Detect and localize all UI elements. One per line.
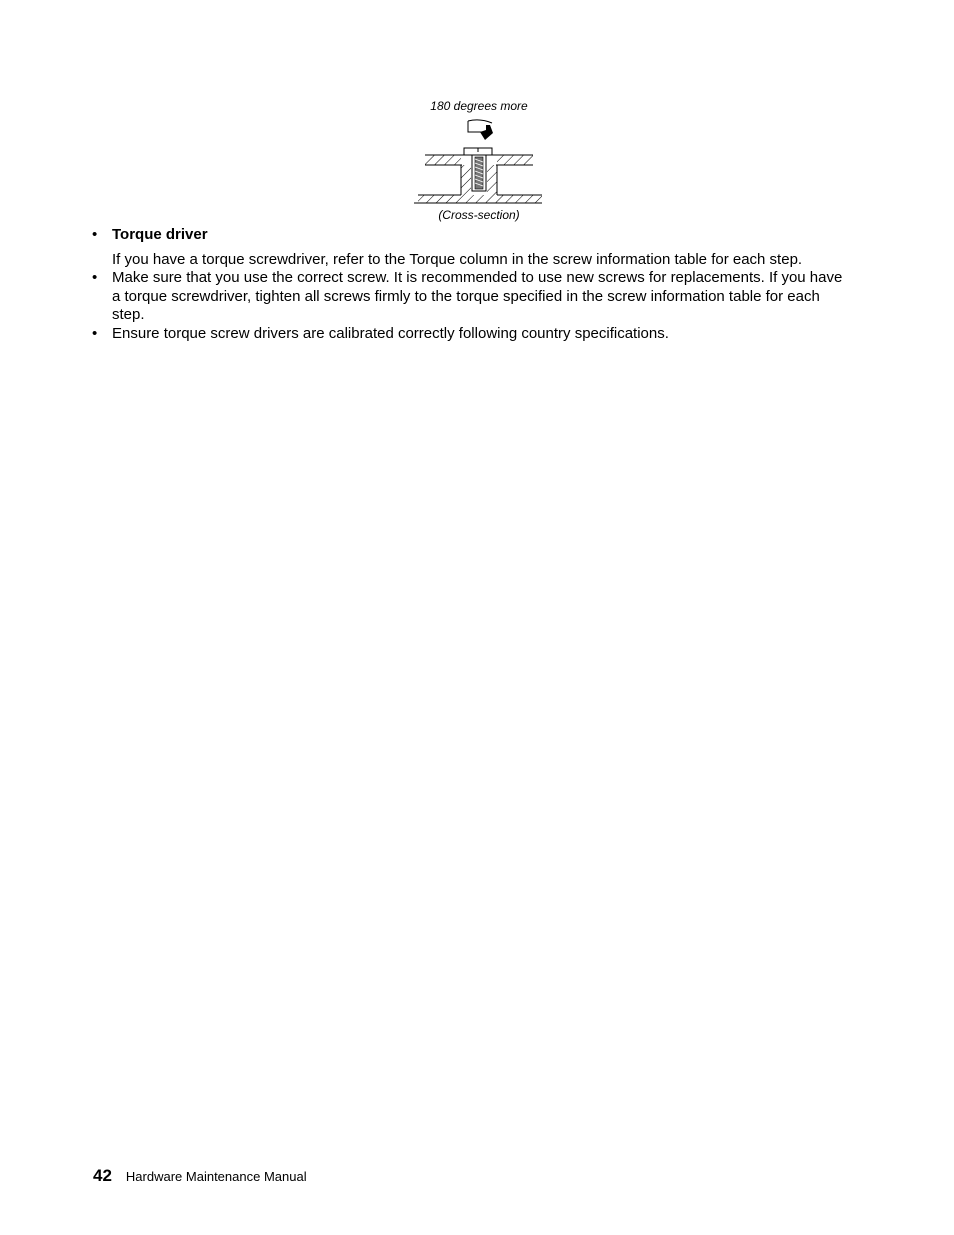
page-number: 42 bbox=[93, 1166, 112, 1185]
list-item bbox=[92, 226, 852, 269]
list-item bbox=[92, 325, 852, 344]
bullet: • bbox=[92, 269, 98, 286]
bullet: • bbox=[92, 324, 98, 342]
torque-driver-heading: Torque driver bbox=[112, 226, 208, 243]
figure-caption-bottom: (Cross-section) bbox=[438, 208, 520, 222]
manual-title: Hardware Maintenance Manual bbox=[125, 1169, 307, 1184]
figure-caption-top: 180 degrees more bbox=[430, 99, 528, 113]
calibration-text: Ensure torque screw drivers are calibrated correctly following country specifications. bbox=[112, 324, 669, 342]
screw-diagram bbox=[414, 96, 546, 226]
torque-driver-text: If you have a torque screwdriver, refer to the Torque column in the screw information table for each step. bbox=[112, 250, 803, 268]
screw-cross-section-icon bbox=[414, 96, 546, 210]
correct-screw-text: Make sure that you use the correct screw. It is recommended to use new screws for replacements. If you have a torque screwdriver, tighten all screws firmly to the torque specified in the screw information table for each step. bbox=[112, 269, 843, 323]
list-item bbox=[92, 269, 852, 325]
bullet: • bbox=[92, 226, 98, 243]
instruction-list bbox=[92, 226, 852, 343]
page-footer bbox=[93, 1166, 307, 1186]
